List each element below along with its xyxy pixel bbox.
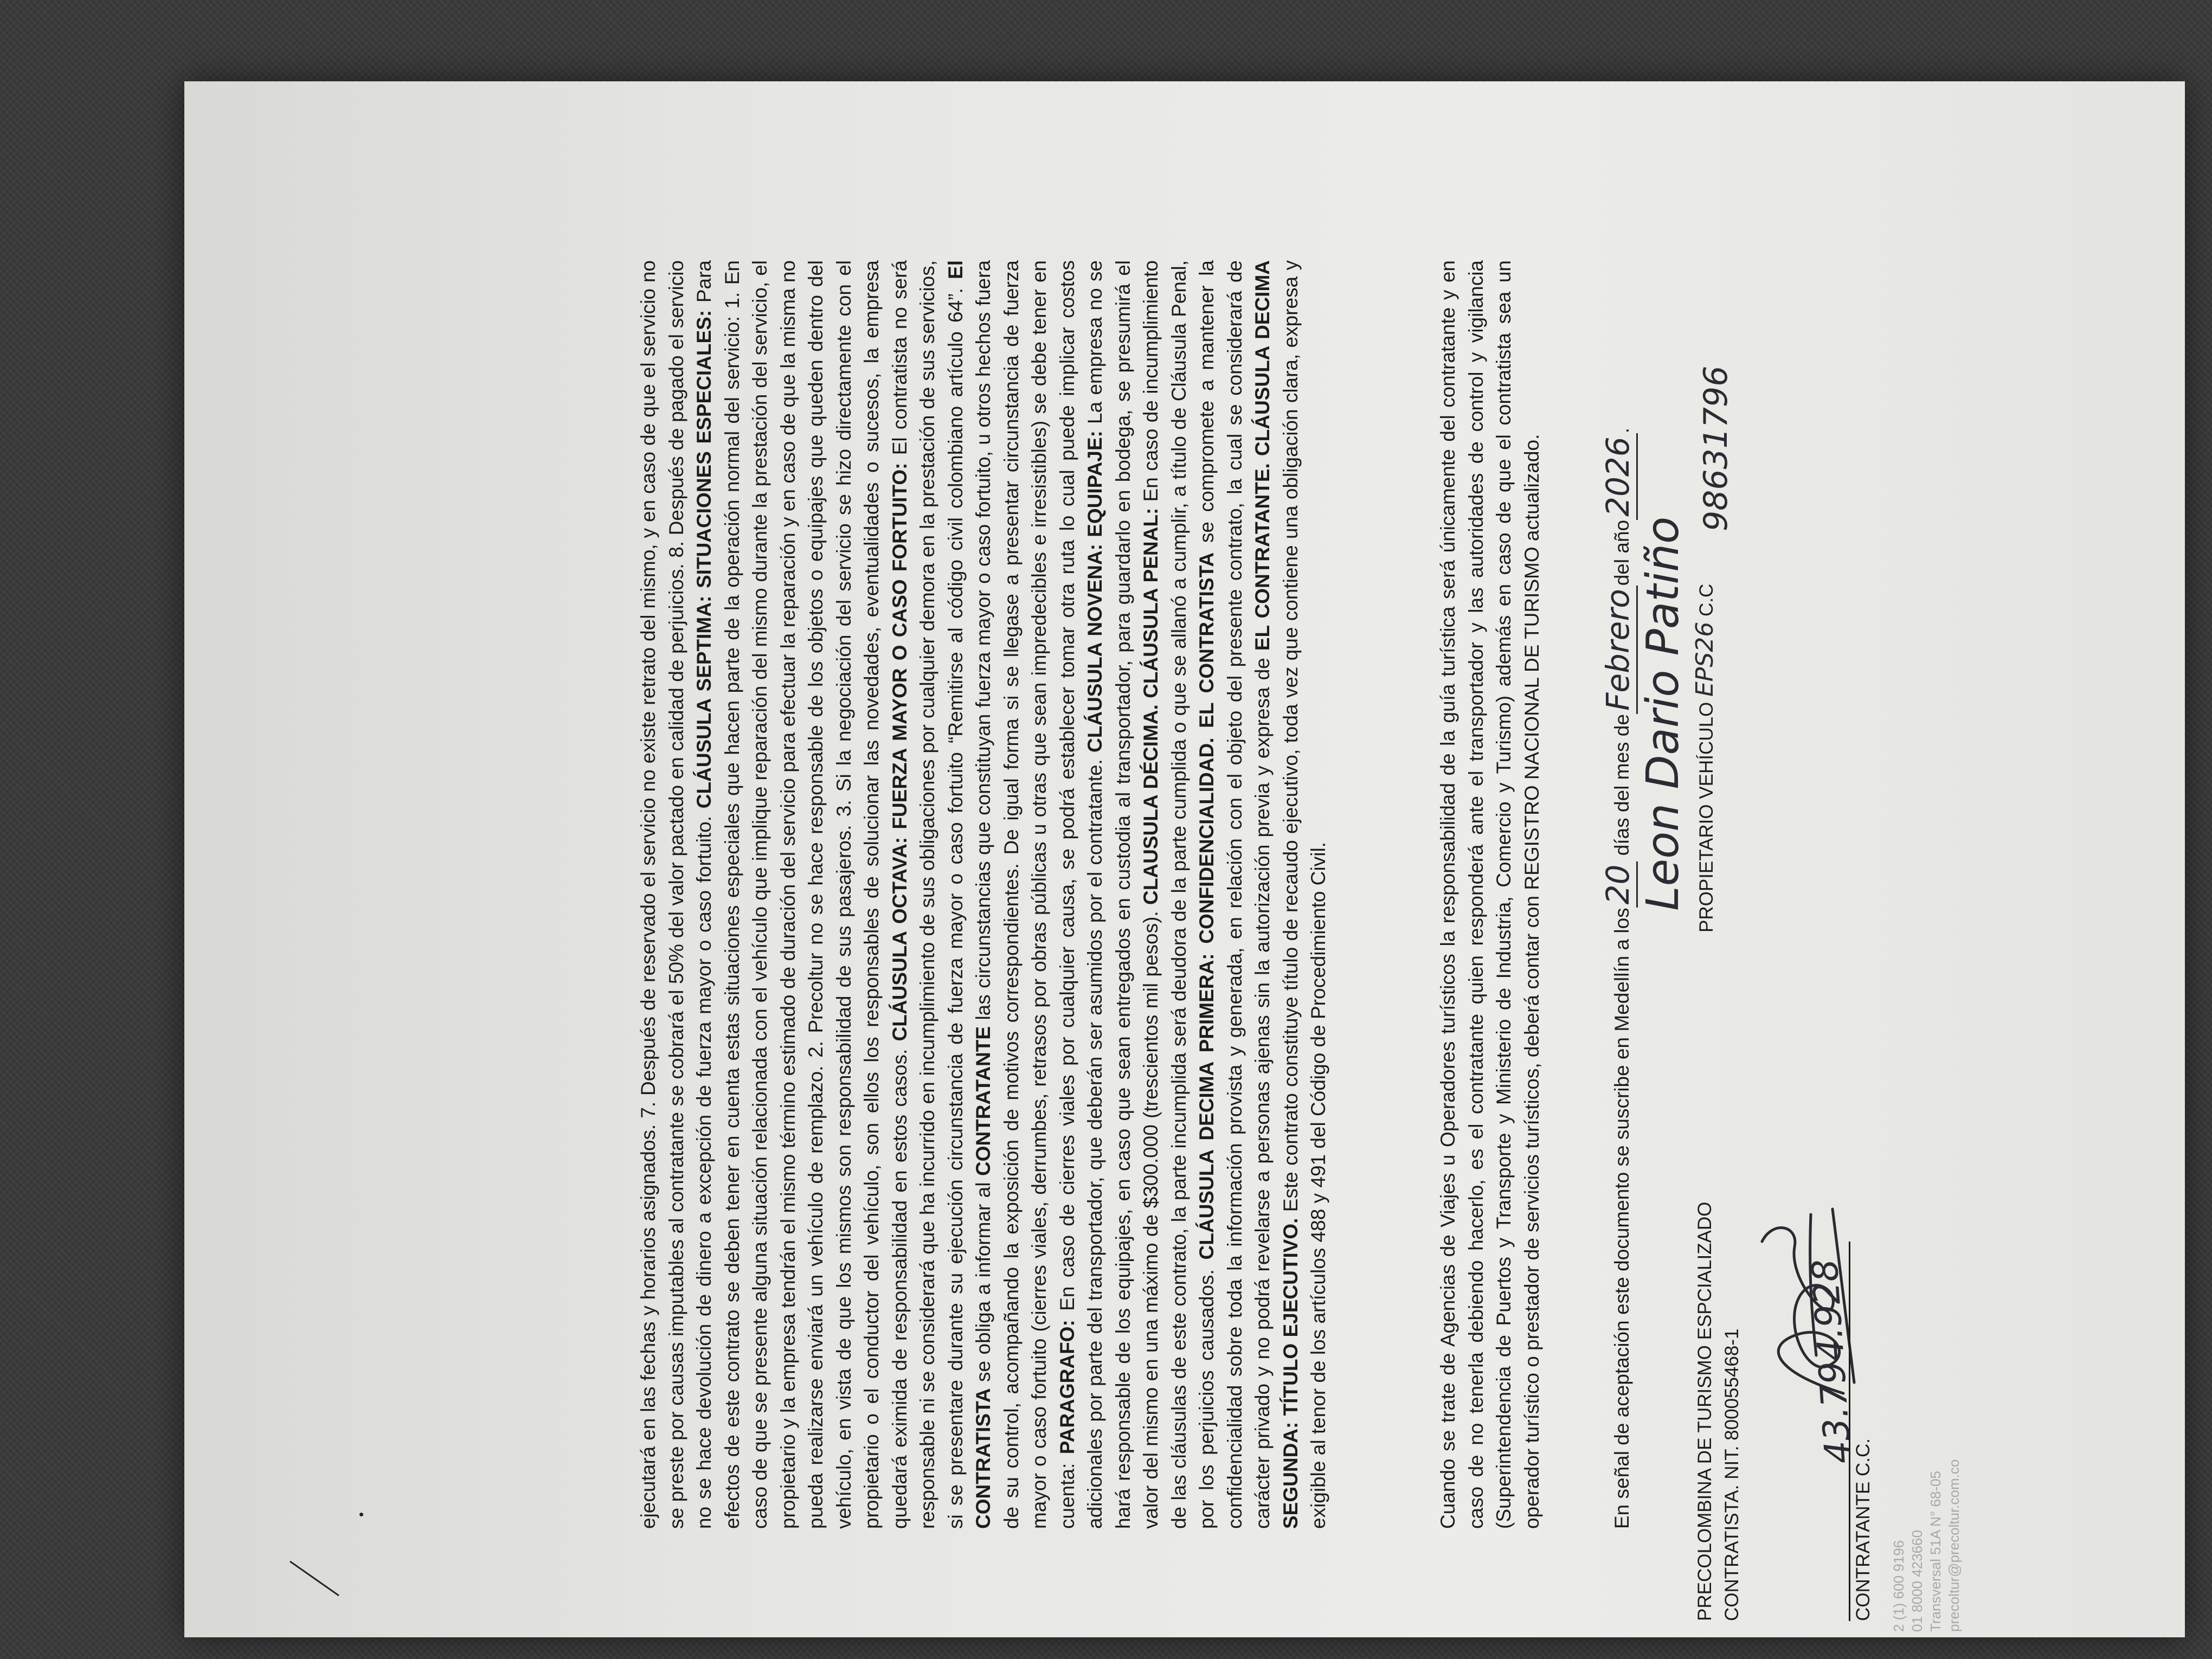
acceptance-year-text: del año: [1611, 519, 1633, 586]
company-name: PRECOLOMBINA DE TURISMO ESPCIALIZADO: [1694, 1201, 1715, 1621]
faded-stamp: [1889, 1459, 1963, 1632]
body-text-segment: La empresa no se hará responsable de los equipajes, en caso que sean entregados en custodia al transportador, para guardarlo en bodega, se presumirá el valor del mismo en una máximo de $300.000 (trescientos mil pesos).: [1084, 260, 1162, 1529]
body-text-segment: En caso de cierres viales por cualquier causa, se podrá establecer tomar otra ruta lo cual puede implicar costos adicionales por parte del transportador, que deberán ser asumidos por el contratante.: [1056, 260, 1106, 1529]
acceptance-day: 20: [1599, 861, 1638, 908]
acceptance-prefix: En señal de aceptación este documento se suscribe en Medellín a los: [1611, 908, 1633, 1529]
acceptance-days-text: días del mes de: [1611, 714, 1633, 856]
owner-cc-prefix: C.C: [1696, 583, 1717, 616]
ink-dot: [359, 1513, 363, 1516]
tourism-note: Cuando se trate de Agencias de Viajes u Operadores turísticos la responsabilidad de la guía turística será únicamente del contratante y en caso de no tenerla debiendo hacerlo, es el contratante quien responderá ante el transportador y las autoridades de control y vigilancia (Superintendencia de Puertos y Transporte y Ministerio de Industria, Comercio y Turismo) además en caso de que el contratista sea un operador turístico o prestador de servicios turísticos, deberá contar con REGISTRO NACIONAL DE TURISMO actualizado.: [1437, 260, 1543, 1529]
bold-term: CONTRATANTE: [972, 1026, 994, 1176]
stamp-line: Transversal 51A N° 68-05: [1927, 1470, 1944, 1632]
clause-heading-paragrafo: PARAGRAFO:: [1056, 1320, 1078, 1455]
body-text-segment: El contratista no será responsable ni se considerará que ha incurrido en incumplimiento de sus obligaciones por cualquier demora en la prestación de sus servicios, si se presentare durante su ejecución circunstancia de fuerza mayor o caso fortuito “Remitirse al código civil colombiano artículo 64”.: [888, 260, 967, 1529]
stamp-line: precoltur@precoltur.com.co: [1946, 1459, 1962, 1632]
company-nit: CONTRATISTA. NIT. 800055468-1: [1721, 1328, 1742, 1621]
rotated-content: [634, 260, 1962, 1632]
contratante-label: CONTRATANTE C.C.: [1849, 1242, 1874, 1621]
acceptance-end: .: [1611, 428, 1633, 434]
body-text-segment: se obliga a informar al: [972, 1182, 994, 1382]
contract-body: [634, 260, 1333, 1529]
body-text-segment: En caso de incumplimiento de las cláusulas de este contrato, la parte incumplida será deudora de la parte cumplida o que se allanó a cumplir, a título de Cláusula Penal, por los perjuicios causados.: [1140, 260, 1218, 1529]
body-text-segment: se compromete a mantener la confidencialidad sobre toda la información provista y generada, en relación con el objeto del presente contrato, la cual se considerará de carácter privado y no podrá revelarse a personas ajenas sin la autorización previa y expresa de: [1195, 260, 1274, 1529]
acceptance-month: Febrero: [1599, 586, 1638, 714]
owner-cc-number: 98631796: [1697, 365, 1735, 531]
document-page: [184, 81, 2185, 1637]
body-text-segment: las circunstancias que constituyan fuerza mayor o caso fortuito, u otros hechos fuera de su control, acompañando la exposición de motivos correspondientes. De igual forma si se llegase a presentar circunstancia de fuerza mayor o caso fortuito (cierres viales, derrumbes, retrasos por obras públicas u otras que sean impredecibles e irresistibles) se debe tener en cuenta:: [972, 260, 1078, 1529]
stamp-line: 2 (1) 600 9196: [1891, 1540, 1907, 1632]
body-text-segment: ejecutará en las fechas y horarios asignados. 7. Después de reservado el servicio no existe retrato del mismo, y en caso de que el servicio no se preste por causas imputables al contratante se cobrará el 50% del valor pactado en calidad de perjuicios. 8. Después de pagado el servicio no se hace devolución de dinero a excepción de fuerza mayor o caso fortuito.: [637, 260, 715, 1529]
acceptance-line: [1599, 260, 1636, 1529]
body-text-segment: Para efectos de este contrato se deben tener en cuenta estas situaciones especiales que hacen parte de la operación normal del servicio: 1. En caso de que se presente alguna situación relacionada con el vehículo que implique reparación del mismo durante la prestación del servicio, el propietario y la empresa tendrán el mismo término estimado de duración del servicio para efectuar la reparación y en caso de que la misma no pueda realizarse enviará un vehículo de remplazo. 2. Precoltur no se hace responsable de los objetos o equipajes que queden dentro del vehículo, en vista de que los mismos son responsabilidad de sus pasajeros. 3. Si la negociación del servicio se hizo directamente con el propietario o el conductor del vehículo, son ellos los responsables de solucionar las novedades, eventualidades o sucesos, la empresa quedará eximida de responsabilidad en estos casos.: [693, 260, 911, 1529]
contratista-block: [1692, 970, 1746, 1621]
body-text-segment: Este contrato constituye título de recaudo ejecutivo, toda vez que contiene una obligación clara, expresa y exigible al tenor de los artículos 488 y 491 del Código de Procedimiento Civil.: [1279, 260, 1329, 1529]
clause-heading-septima: CLÁUSULA SEPTIMA: SITUACIONES ESPECIALES:: [693, 310, 715, 809]
owner-label: PROPIETARIO VEHÍCULO: [1696, 702, 1717, 933]
clause-heading-decima: CLAUSULA DÉCIMA. CLÁUSULA PENAL:: [1140, 507, 1162, 905]
owner-cc-extra: EPS26: [1691, 621, 1719, 697]
bold-term: El CONTRATISTA: [944, 260, 994, 1529]
owner-signature: Leon Dario Patiño: [1637, 516, 1689, 911]
stamp-line: 01 8000 423660: [1909, 1530, 1925, 1632]
acceptance-year: 2026: [1599, 433, 1638, 520]
clause-heading-decima-primera: CLÁUSULA DECIMA PRIMERA: CONFIDENCIALIDAD. EL CONTRATISTA: [1195, 552, 1218, 1260]
contratante-cc-number: 43.794.928: [1803, 1257, 1860, 1465]
bold-term: EL CONTRATANTE.: [1251, 463, 1274, 651]
clause-heading-octava: CLÁUSULA OCTAVA: FUERZA MAYOR O CASO FORTUITO:: [888, 462, 911, 1041]
clause-heading-decima-segunda: CLÁUSULA DECIMA SEGUNDA: TÍTULO EJECUTIVO.: [1251, 260, 1302, 1529]
clause-heading-novena: CLÁUSULA NOVENA: EQUIPAJE:: [1084, 430, 1106, 753]
